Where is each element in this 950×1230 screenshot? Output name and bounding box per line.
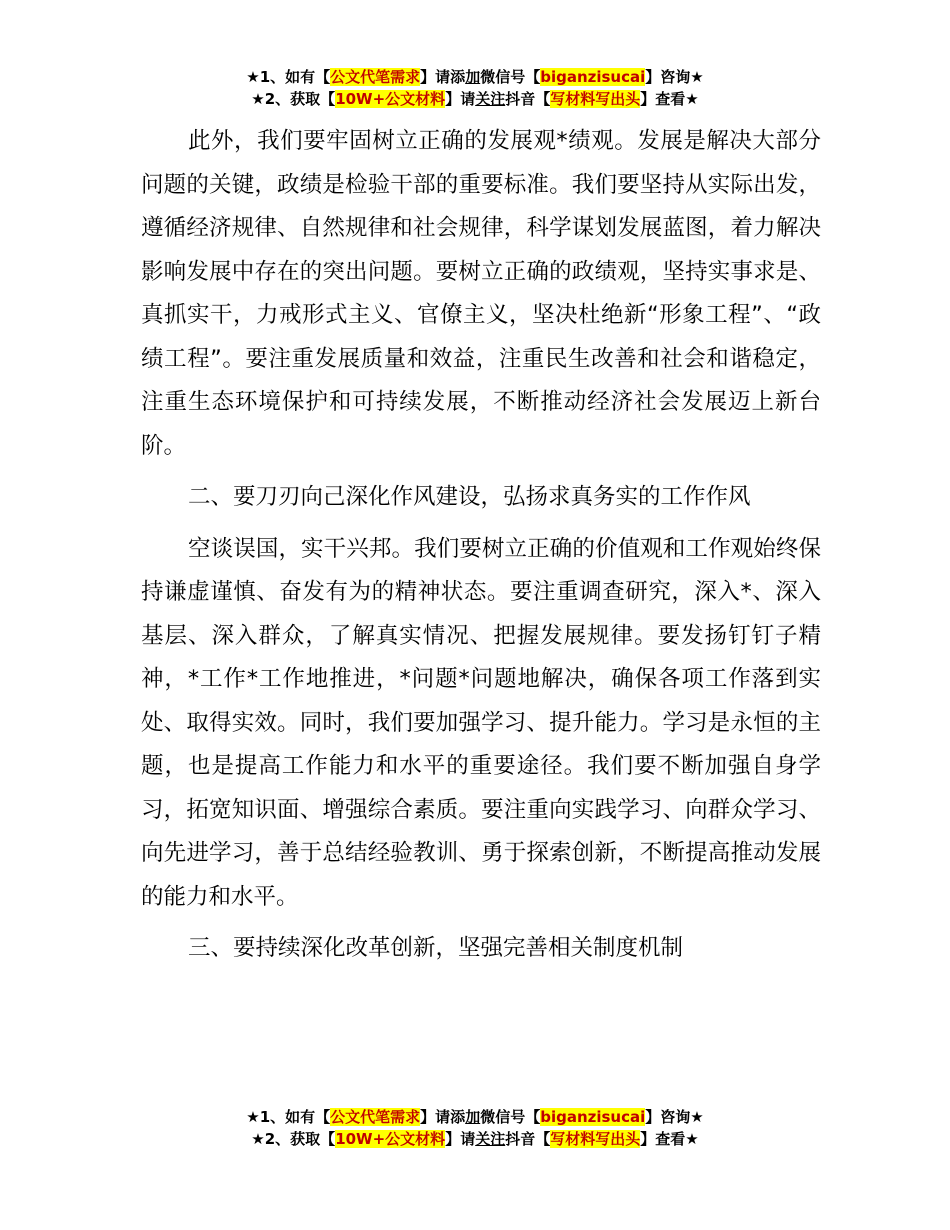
document-body <box>141 120 821 979</box>
footer-line-1: ★1、如有【公文代笔需求】请添加微信号【biganzisucai】咨询★ <box>246 1108 704 1126</box>
footer-highlight-service: 公文代笔需求 <box>330 1108 421 1126</box>
footer-line-2: ★2、获取【10W+公文材料】请关注抖音【写材料写出头】查看★ <box>251 1130 699 1148</box>
banner-line-1: ★1、如有【公文代笔需求】请添加微信号【biganzisucai】咨询★ <box>246 68 704 86</box>
paragraph-1: 此外，我们要牢固树立正确的发展观*绩观。发展是解决大部分问题的关键，政绩是检验干部的重要标准。我们要坚持从实际出发，遵循经济规律、自然规律和社会规律，科学谋划发展蓝图，着力解决影响发展中存在的突出问题。要树立正确的政绩观，坚持实事求是、真抓实干，力戒形式主义、官僚主义，坚决杜绝新“形象工程”、“政绩工程”。要注重发展质量和效益，注重民生改善和社会和谐稳定，注重生态环境保护和可持续发展，不断推动经济社会发展迈上新台阶。 <box>141 128 821 459</box>
footer-banner <box>0 1106 950 1150</box>
header-banner <box>0 66 950 110</box>
paragraph-2: 空谈误国，实干兴邦。我们要树立正确的价值观和工作观始终保持谦虚谨慎、奋发有为的精神状态。要注重调查研究，深入*、深入基层、深入群众，了解真实情况、把握发展规律。要发扬钉钉子精神，*工作*工作地推进，*问题*问题地解决，确保各项工作落到实处、取得实效。同时，我们要加强学习、提升能力。学习是永恒的主题，也是提高工作能力和水平的重要途径。我们要不断加强自身学习，拓宽知识面、增强综合素质。要注重向实践学习、向群众学习、向先进学习，善于总结经验教训、勇于探索创新，不断提高推动发展的能力和水平。 <box>141 535 821 910</box>
highlight-douyin: 写材料写出头 <box>550 90 641 108</box>
section-heading-3: 三、要持续深化改革创新，坚强完善相关制度机制 <box>188 935 684 961</box>
footer-highlight-materials: 10W+公文材料 <box>335 1130 446 1148</box>
highlight-service: 公文代笔需求 <box>330 68 421 86</box>
section-heading-2: 二、要刀刃向己深化作风建设，弘扬求真务实的工作作风 <box>188 484 751 510</box>
highlight-wechat-id: biganzisucai <box>540 68 646 86</box>
banner-line-2: ★2、获取【10W+公文材料】请关注抖音【写材料写出头】查看★ <box>251 90 699 108</box>
footer-highlight-wechat-id: biganzisucai <box>540 1108 646 1126</box>
highlight-materials: 10W+公文材料 <box>335 90 446 108</box>
footer-highlight-douyin: 写材料写出头 <box>550 1130 641 1148</box>
